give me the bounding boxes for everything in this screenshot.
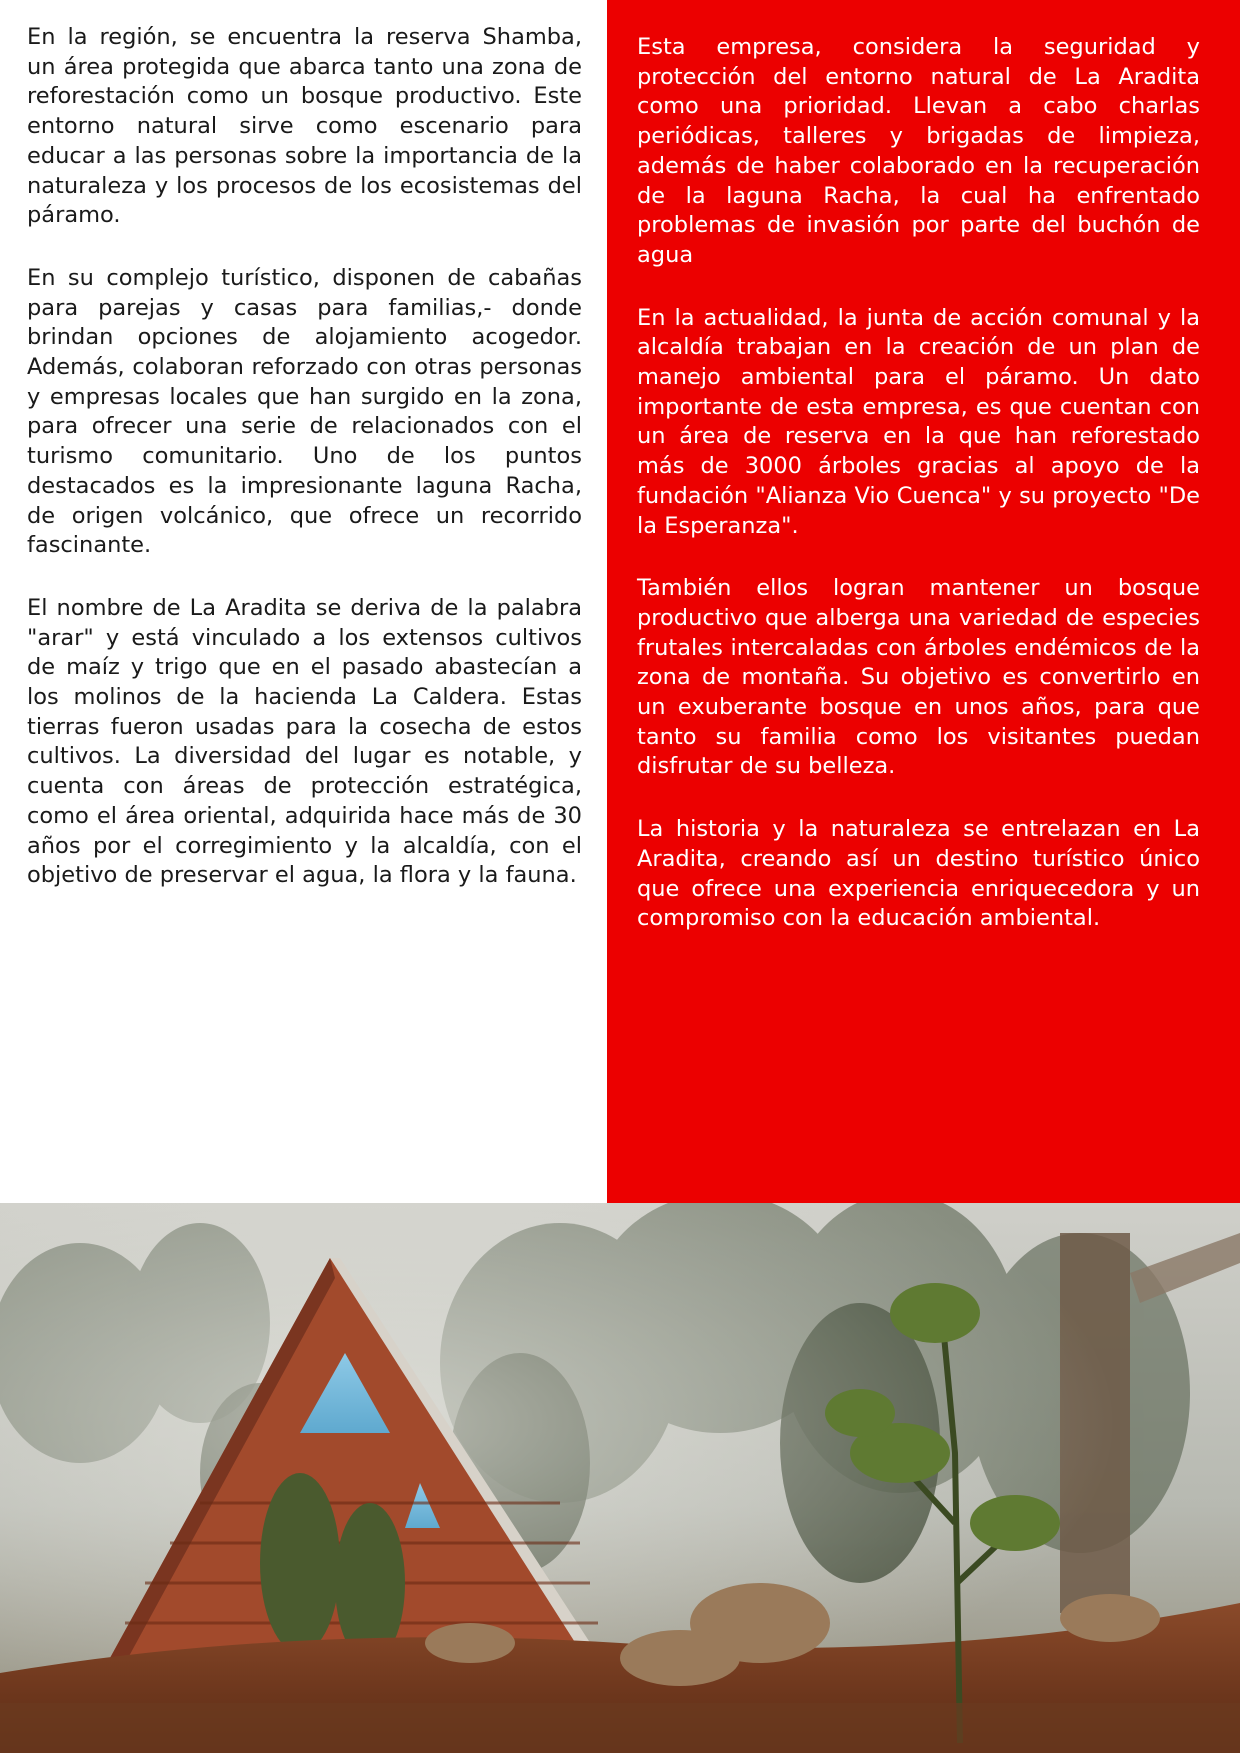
paragraph: Esta empresa, considera la seguridad y protección del entorno natural de La Aradita como una prioridad. Llevan a cabo charlas periódicas, talleres y brigadas de limpieza, además de haber colaborado en la recuperación de la laguna Racha, la cual ha enfrentado problemas de invasión por parte del buchón de agua [637, 34, 1200, 268]
cabin-landscape-photo [0, 1203, 1240, 1753]
paragraph: También ellos logran mantener un bosque productivo que alberga una variedad de especies frutales intercaladas con árboles endémicos de la zona de montaña. Su objetivo es convertirlo en un exuberante bosque en unos años, para que tanto su familia como los visitantes puedan disfrutar de su belleza. [637, 575, 1200, 780]
paragraph: La historia y la naturaleza se entrelazan en La Aradita, creando así un destino turístico único que ofrece una experiencia enriquecedora y un compromiso con la educación ambiental. [637, 816, 1200, 932]
paragraph: En la actualidad, la junta de acción comunal y la alcaldía trabajan en la creación de un plan de manejo ambiental para el páramo. Un dato importante de esta empresa, es que cuentan con un área de reserva en la que han reforestado más de 3000 árboles gracias al apoyo de la fundación "Alianza Vio Cuenca" y su proyecto "De la Esperanza". [637, 304, 1200, 539]
paragraph: En su complejo turístico, disponen de cabañas para parejas y casas para familias,- donde brindan opciones de alojamiento acogedor. Además, colaboran reforzado con otras personas y empresas locales que han surgido en la zona, para ofrecer una serie de relacionados con el turismo comunitario. Uno de los puntos destacados es la impresionante laguna Racha, de origen volcánico, que ofrece un recorrido fascinante. [27, 264, 582, 559]
right-column [607, 0, 1240, 1203]
paragraph: El nombre de La Aradita se deriva de la palabra "arar" y está vinculado a los extensos cultivos de maíz y trigo que en el pasado abastecían a los molinos de la hacienda La Caldera. Estas tierras fueron usadas para la cosecha de estos cultivos. La diversidad del lugar es notable, y cuenta con áreas de protección estratégica, como el área oriental, adquirida hace más de 30 años por el corregimiento y la alcaldía, con el objetivo de preservar el agua, la flora y la fauna. [27, 594, 582, 889]
right-column-text [637, 33, 1200, 967]
left-column [0, 0, 607, 1203]
left-column-text [27, 23, 582, 924]
paragraph: En la región, se encuentra la reserva Shamba, un área protegida que abarca tanto una zona de reforestación como un bosque productivo. Este entorno natural sirve como escenario para educar a las personas sobre la importancia de la naturaleza y los procesos de los ecosistemas del páramo. [27, 24, 582, 229]
